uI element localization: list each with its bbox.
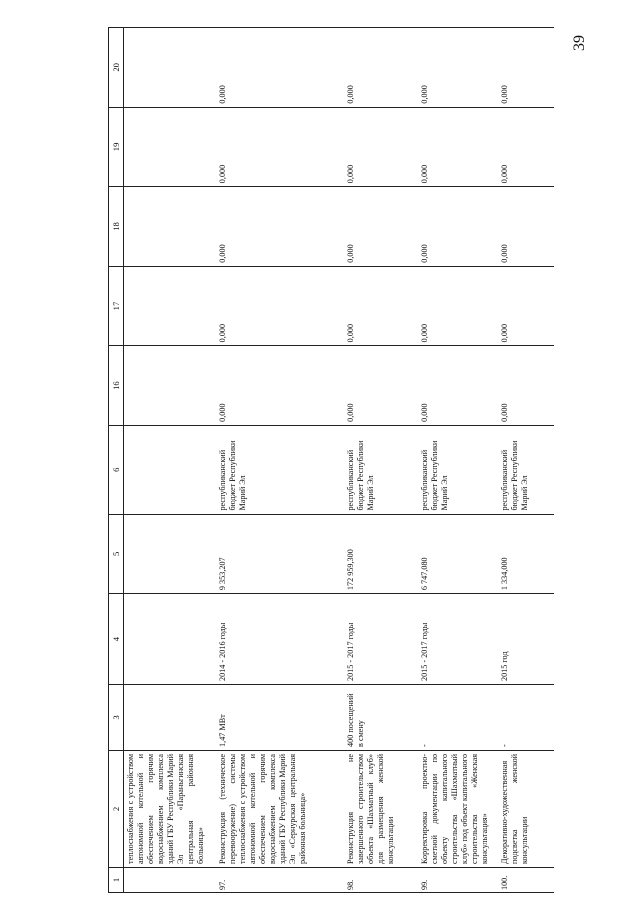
period: 2014 - 2016 годы — [216, 594, 344, 685]
table-row — [344, 28, 418, 893]
cell-empty — [124, 425, 216, 514]
cell-empty — [124, 685, 216, 751]
table-row — [498, 28, 554, 893]
value-20: 0,000 — [344, 28, 418, 108]
page-number: 39 — [571, 35, 588, 51]
value-19: 0,000 — [418, 107, 498, 187]
cell-empty — [124, 28, 216, 108]
cell-continuation-text: теплоснабжения с устройством автономной котельной и обеспечением горячим водоснабжением комплекса зданий ГБУ Республики Марий Эл «Параньгинская центральная районная больница» — [124, 750, 216, 867]
value-17: 0,000 — [418, 266, 498, 346]
cost: 9 353,207 — [216, 514, 344, 594]
rotated-table-container — [108, 27, 618, 893]
cost: 172 959,300 — [344, 514, 418, 594]
period: 2015 год — [498, 594, 554, 685]
period: 2015 - 2017 годы — [344, 594, 418, 685]
capacity: - — [418, 685, 498, 751]
col-header-3: 3 — [109, 685, 124, 751]
col-header-16: 16 — [109, 346, 124, 426]
col-header-20: 20 — [109, 28, 124, 108]
funding-source: республиканский бюджет Республики Марий Эл — [418, 425, 498, 514]
capacity: - — [498, 685, 554, 751]
data-table — [108, 27, 554, 893]
value-18: 0,000 — [344, 187, 418, 267]
col-header-1: 1 — [109, 868, 124, 893]
value-20: 0,000 — [418, 28, 498, 108]
cell-empty — [124, 266, 216, 346]
value-18: 0,000 — [418, 187, 498, 267]
row-number: 100. — [498, 868, 554, 893]
cell-num — [124, 868, 216, 893]
object-name: Декоративно-художественная подсветка женской консультации — [498, 750, 554, 867]
table-row — [216, 28, 344, 893]
value-18: 0,000 — [216, 187, 344, 267]
cell-empty — [124, 187, 216, 267]
table-row-continuation — [124, 28, 216, 893]
row-number: 97. — [216, 868, 344, 893]
value-16: 0,000 — [216, 346, 344, 426]
col-header-4: 4 — [109, 594, 124, 685]
row-number: 98. — [344, 868, 418, 893]
capacity: 400 посещений в смену — [344, 685, 418, 751]
table-row — [418, 28, 498, 893]
period: 2015 - 2017 годы — [418, 594, 498, 685]
funding-source: республиканский бюджет Республики Марий Эл — [498, 425, 554, 514]
header-row — [109, 28, 124, 893]
value-19: 0,000 — [498, 107, 554, 187]
col-header-2: 2 — [109, 750, 124, 867]
col-header-5: 5 — [109, 514, 124, 594]
object-name: Реконструкция (техническое перевооружение) системы теплоснабжения с устройством автономной котельной и обеспечением горячим водоснабжением комплекса зданий ГБУ Республики Марий Эл «Сернурская центральная районная больница» — [216, 750, 344, 867]
value-20: 0,000 — [216, 28, 344, 108]
col-header-18: 18 — [109, 187, 124, 267]
value-19: 0,000 — [216, 107, 344, 187]
cell-empty — [124, 107, 216, 187]
value-16: 0,000 — [344, 346, 418, 426]
value-16: 0,000 — [498, 346, 554, 426]
value-17: 0,000 — [344, 266, 418, 346]
funding-source: республиканский бюджет Республики Марий Эл — [344, 425, 418, 514]
cell-empty — [124, 514, 216, 594]
funding-source: республиканский бюджет Республики Марий Эл — [216, 425, 344, 514]
value-17: 0,000 — [216, 266, 344, 346]
capacity: 1,47 МВт — [216, 685, 344, 751]
value-17: 0,000 — [498, 266, 554, 346]
value-18: 0,000 — [498, 187, 554, 267]
value-20: 0,000 — [498, 28, 554, 108]
object-name: Реконструкция не завершенного строительством объекта «Шахматный клуб» для размещения женской консультации — [344, 750, 418, 867]
value-19: 0,000 — [344, 107, 418, 187]
col-header-6: 6 — [109, 425, 124, 514]
col-header-17: 17 — [109, 266, 124, 346]
cell-empty — [124, 346, 216, 426]
cost: 6 747,080 — [418, 514, 498, 594]
value-16: 0,000 — [418, 346, 498, 426]
cell-empty — [124, 594, 216, 685]
cost: 1 334,000 — [498, 514, 554, 594]
row-number: 99. — [418, 868, 498, 893]
col-header-19: 19 — [109, 107, 124, 187]
object-name: Корректировка проектно-сметной документации по объекту капитального строительства «Шахматный клуб» под объект капитального строительства «Женская консультация» — [418, 750, 498, 867]
